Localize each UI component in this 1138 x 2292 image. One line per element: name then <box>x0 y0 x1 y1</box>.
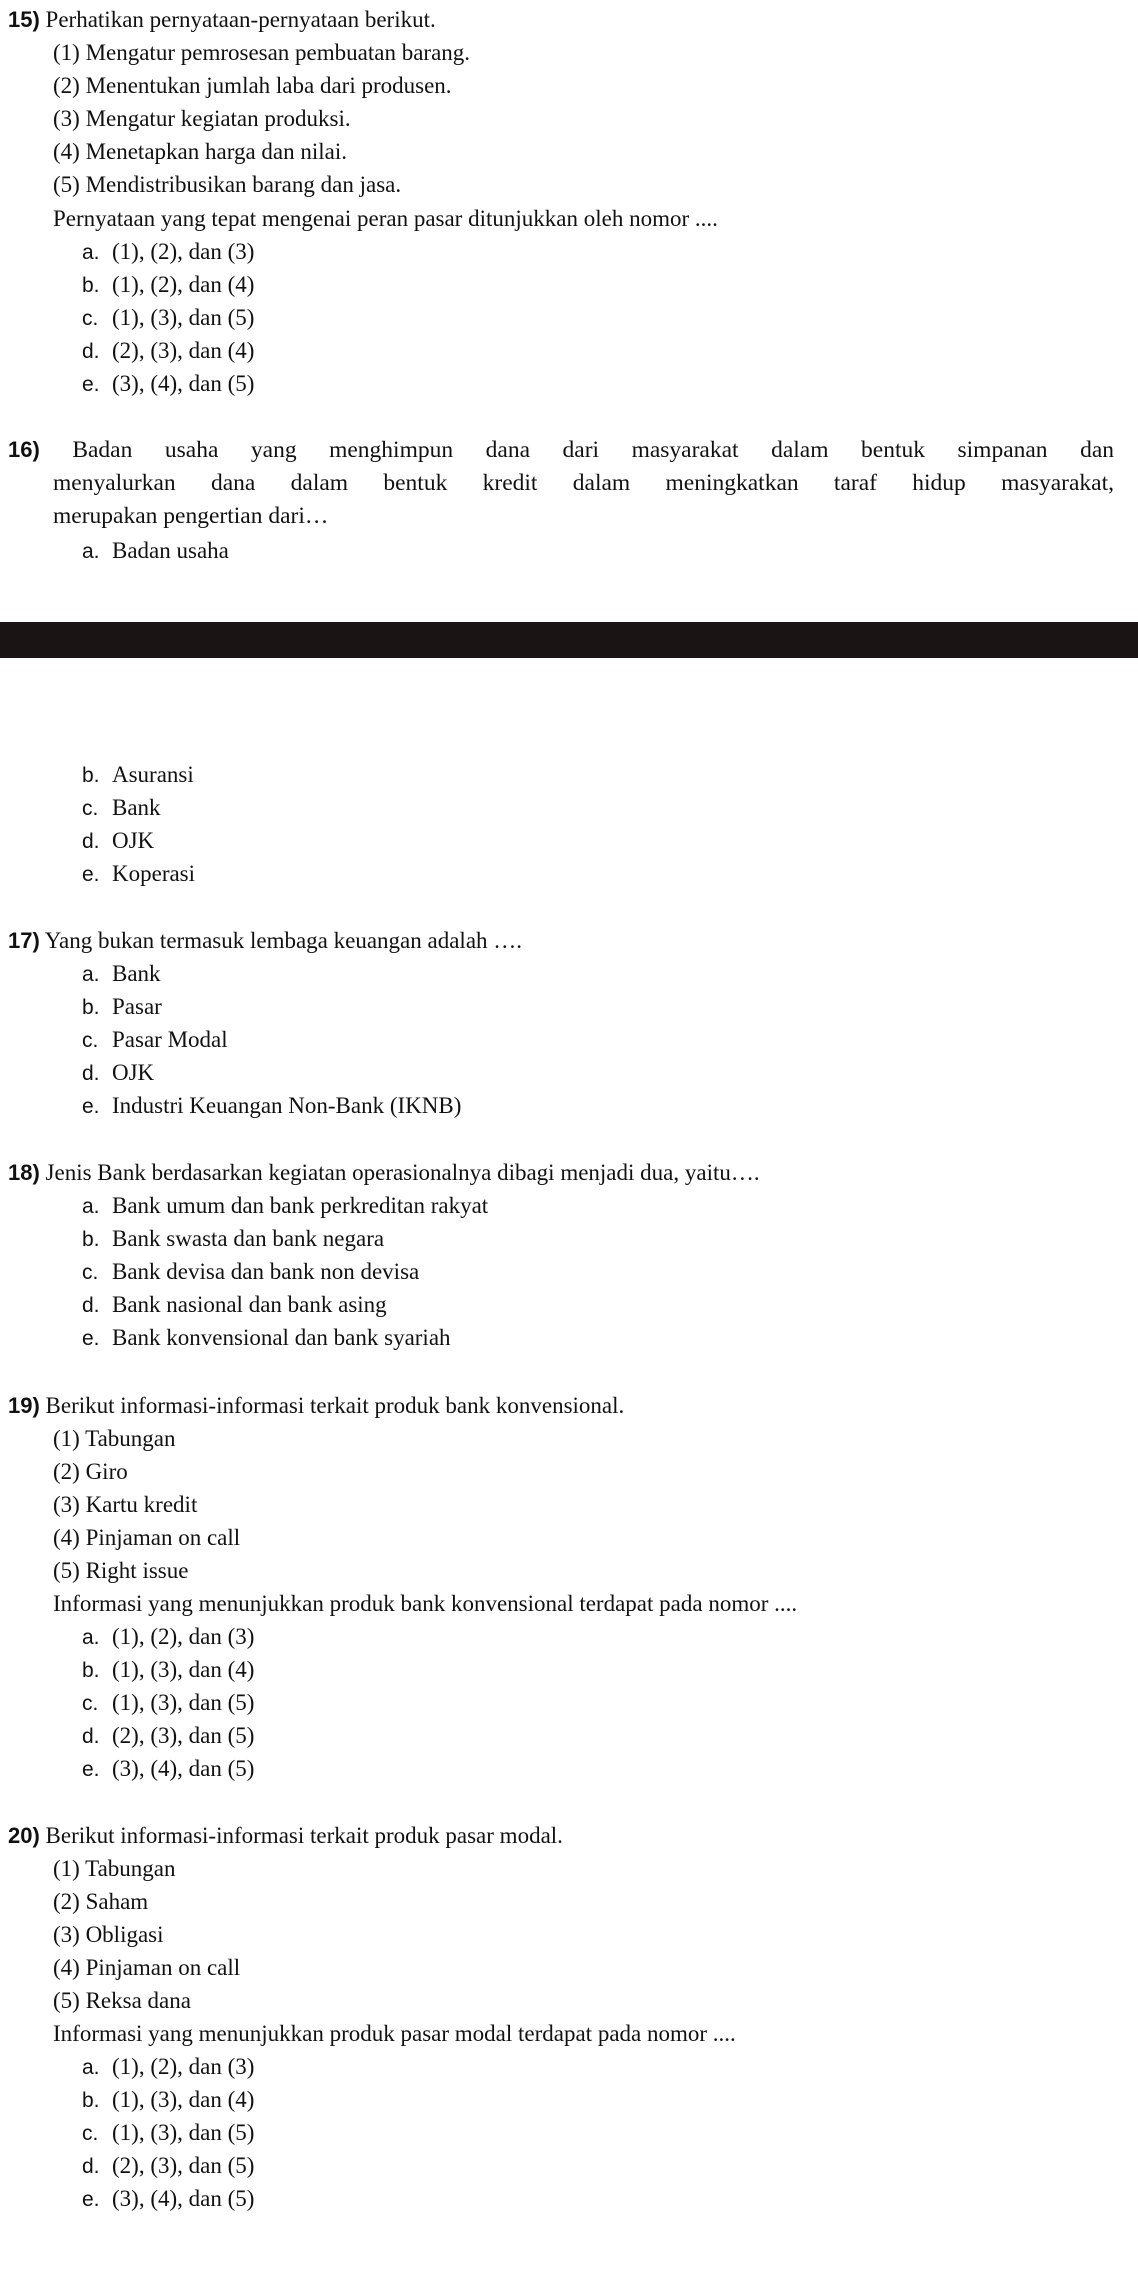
question-number: 15) <box>8 7 40 32</box>
statement-item: (4) Menetapkan harga dan nilai. <box>53 139 347 164</box>
answer-option-e[interactable]: e. Koperasi <box>82 861 196 886</box>
statement-item: (3) Obligasi <box>53 1922 164 1947</box>
statement-item: (3) Mengatur kegiatan produksi. <box>53 106 351 131</box>
question-prompt: Pernyataan yang tepat mengenai peran pasar ditunjukkan oleh nomor .... <box>53 206 718 231</box>
answer-option-a[interactable]: a. Badan usaha <box>82 538 229 563</box>
statement-item: (3) Kartu kredit <box>53 1492 198 1517</box>
answer-option-a[interactable]: a. Bank <box>82 961 161 986</box>
answer-option-a[interactable]: a. (1), (2), dan (3) <box>82 1624 255 1649</box>
answer-option-e[interactable]: e. (3), (4), dan (5) <box>82 2186 255 2211</box>
statement-item: (4) Pinjaman on call <box>53 1955 241 1980</box>
answer-option-c[interactable]: c. Pasar Modal <box>82 1027 228 1052</box>
statement-item: (1) Tabungan <box>53 1426 176 1451</box>
question-prompt: Informasi yang menunjukkan produk pasar modal terdapat pada nomor .... <box>53 2021 736 2046</box>
answer-option-e[interactable]: e. Industri Keuangan Non-Bank (IKNB) <box>82 1093 462 1118</box>
answer-option-d[interactable]: d. (2), (3), dan (5) <box>82 1723 255 1748</box>
answer-option-c[interactable]: c. (1), (3), dan (5) <box>82 2120 255 2145</box>
statement-item: (5) Right issue <box>53 1558 189 1583</box>
answer-option-b[interactable]: b. Bank swasta dan bank negara <box>82 1226 385 1251</box>
answer-option-b[interactable]: b. (1), (3), dan (4) <box>82 1657 255 1682</box>
answer-option-d[interactable]: d. Bank nasional dan bank asing <box>82 1292 387 1317</box>
answer-option-a[interactable]: a. Bank umum dan bank perkreditan rakyat <box>82 1193 489 1218</box>
statement-item: (1) Tabungan <box>53 1856 176 1881</box>
statement-item: (5) Mendistribusikan barang dan jasa. <box>53 172 402 197</box>
question-prompt: Informasi yang menunjukkan produk bank konvensional terdapat pada nomor .... <box>53 1591 798 1616</box>
statement-item: (4) Pinjaman on call <box>53 1525 241 1550</box>
question-number: 16) <box>8 437 40 462</box>
answer-option-b[interactable]: b. Asuransi <box>82 762 194 787</box>
answer-option-c[interactable]: c. Bank <box>82 795 161 820</box>
answer-option-c[interactable]: c. (1), (3), dan (5) <box>82 305 255 330</box>
question-stem: 16) Badan usaha yang menghimpun dana dari masyarakat dalam bentuk simpanan dan menyalurkan dana dalam bentuk kredit dalam meningkatkan taraf hidup masyarakat, merupakan pengertian dari… <box>8 437 1115 529</box>
statement-item: (1) Mengatur pemrosesan pembuatan barang. <box>53 40 471 65</box>
question-number: 19) <box>8 1393 40 1418</box>
statement-item: (2) Menentukan jumlah laba dari produsen. <box>53 73 452 98</box>
answer-option-e[interactable]: e. (3), (4), dan (5) <box>82 371 255 396</box>
answer-option-d[interactable]: d. (2), (3), dan (5) <box>82 2153 255 2178</box>
question-stem: 17) Yang bukan termasuk lembaga keuangan adalah …. <box>8 928 523 953</box>
redaction-band <box>0 622 1138 658</box>
statement-item: (2) Saham <box>53 1889 149 1914</box>
question-stem: 19) Berikut informasi-informasi terkait produk bank konvensional. <box>8 1393 625 1418</box>
answer-option-b[interactable]: b. (1), (3), dan (4) <box>82 2087 255 2112</box>
statement-item: (2) Giro <box>53 1459 128 1484</box>
question-stem: 20) Berikut informasi-informasi terkait produk pasar modal. <box>8 1823 563 1848</box>
question-number: 18) <box>8 1160 40 1185</box>
answer-option-a[interactable]: a. (1), (2), dan (3) <box>82 2054 255 2079</box>
answer-option-e[interactable]: e. Bank konvensional dan bank syariah <box>82 1325 451 1350</box>
question-stem: 15) Perhatikan pernyataan-pernyataan berikut. <box>8 7 436 32</box>
question-number: 17) <box>8 928 40 953</box>
answer-option-d[interactable]: d. (2), (3), dan (4) <box>82 338 255 363</box>
statement-item: (5) Reksa dana <box>53 1988 191 2013</box>
answer-option-c[interactable]: c. (1), (3), dan (5) <box>82 1690 255 1715</box>
answer-option-c[interactable]: c. Bank devisa dan bank non devisa <box>82 1259 420 1284</box>
answer-option-b[interactable]: b. Pasar <box>82 994 162 1019</box>
answer-option-d[interactable]: d. OJK <box>82 828 155 853</box>
answer-option-d[interactable]: d. OJK <box>82 1060 155 1085</box>
answer-option-e[interactable]: e. (3), (4), dan (5) <box>82 1756 255 1781</box>
question-number: 20) <box>8 1823 40 1848</box>
answer-option-a[interactable]: a. (1), (2), dan (3) <box>82 239 255 264</box>
answer-option-b[interactable]: b. (1), (2), dan (4) <box>82 272 255 297</box>
question-stem: 18) Jenis Bank berdasarkan kegiatan operasionalnya dibagi menjadi dua, yaitu…. <box>8 1160 760 1185</box>
